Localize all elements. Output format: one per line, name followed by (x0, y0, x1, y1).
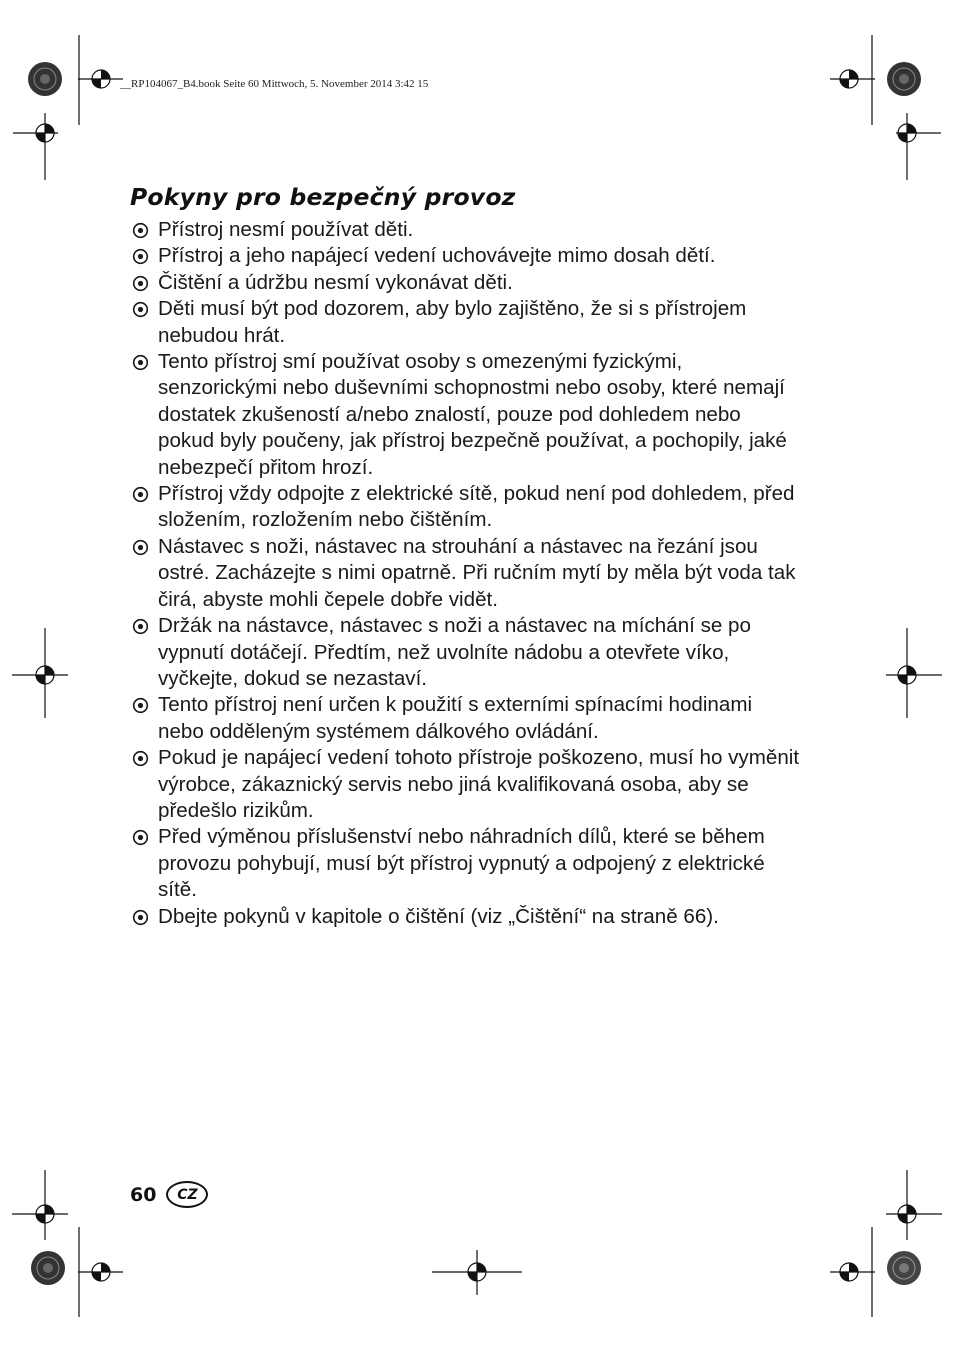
list-item (132, 270, 802, 296)
list-item (132, 904, 802, 930)
list-item-text: Tento přístroj není určen k použití s externími spínacími hodinami nebo odděleným systémem dálkového ovládání. (158, 693, 753, 743)
list-item (132, 243, 802, 269)
circle-dot-bullet-icon (132, 301, 149, 318)
list-item-text: Před výměnou příslušenství nebo náhradních dílů, které se během provozu pohybují, musí být přístroj vypnutý a odpojený z elektrické sítě. (158, 825, 765, 902)
list-item (132, 613, 802, 692)
circle-dot-bullet-icon (132, 275, 149, 292)
circle-dot-bullet-icon (132, 829, 149, 846)
page-number: 60 (130, 1183, 157, 1206)
list-item-text: Přístroj vždy odpojte z elektrické sítě, pokud není pod dohledem, před složením, rozložením nebo čištěním. (158, 482, 795, 532)
circle-dot-bullet-icon (132, 750, 149, 767)
section-title: Pokyny pro bezpečný provoz (130, 183, 516, 211)
list-item (132, 217, 802, 243)
list-item-text: Tento přístroj smí používat osoby s omezenými fyzickými, senzorickými nebo duševními schopnostmi nebo osoby, které nemají dostatek zkušeností a/nebo znalostí, pouze pod dohledem nebo pokud byly poučeny, jak přístroj bezpečně používat, a pochopily, jaké nebezpečí přitom hrozí. (158, 350, 787, 479)
list-item (132, 824, 802, 903)
page-footer (130, 1181, 208, 1208)
circle-dot-bullet-icon (132, 539, 149, 556)
circle-dot-bullet-icon (132, 697, 149, 714)
list-item-text: Držák na nástavce, nástavec s noži a nástavec na míchání se po vypnutí dotáčejí. Předtím, než uvolníte nádobu a otevřete víko, vyčkejte, dokud se nezastaví. (158, 614, 751, 690)
list-item-text: Přístroj nesmí používat děti. (158, 218, 414, 241)
circle-dot-bullet-icon (132, 909, 149, 926)
circle-dot-bullet-icon (132, 618, 149, 635)
list-item-text: Děti musí být pod dozorem, aby bylo zajištěno, že si s přístrojem nebudou hrát. (158, 297, 747, 347)
list-item (132, 481, 802, 534)
list-item (132, 296, 802, 349)
list-item-text: Nástavec s noži, nástavec na strouhání a nástavec na řezání jsou ostré. Zacházejte s nimi opatrně. Při ručním mytí by měla být voda tak čirá, abyste mohli čepele dobře vidět. (158, 534, 796, 611)
list-item-text: Čištění a údržbu nesmí vykonávat děti. (158, 270, 513, 294)
list-item (132, 745, 802, 824)
circle-dot-bullet-icon (132, 486, 149, 503)
circle-dot-bullet-icon (132, 354, 149, 371)
circle-dot-bullet-icon (132, 248, 149, 265)
circle-dot-bullet-icon (132, 222, 149, 239)
country-code-badge: CZ (166, 1181, 208, 1208)
list-item (132, 349, 802, 481)
list-item-text: Dbejte pokynů v kapitole o čištění (viz „Čištění“ na straně 66). (158, 904, 719, 928)
safety-instructions-list (132, 217, 802, 930)
print-header: __RP104067_B4.book Seite 60 Mittwoch, 5. November 2014 3:42 15 (120, 78, 429, 90)
list-item (132, 534, 802, 613)
list-item-text: Přístroj a jeho napájecí vedení uchovávejte mimo dosah dětí. (158, 244, 716, 268)
list-item (132, 692, 802, 745)
list-item-text: Pokud je napájecí vedení tohoto přístroje poškozeno, musí ho vyměnit výrobce, zákaznický servis nebo jiná kvalifikovaná osoba, aby se předešlo rizikům. (158, 746, 800, 822)
